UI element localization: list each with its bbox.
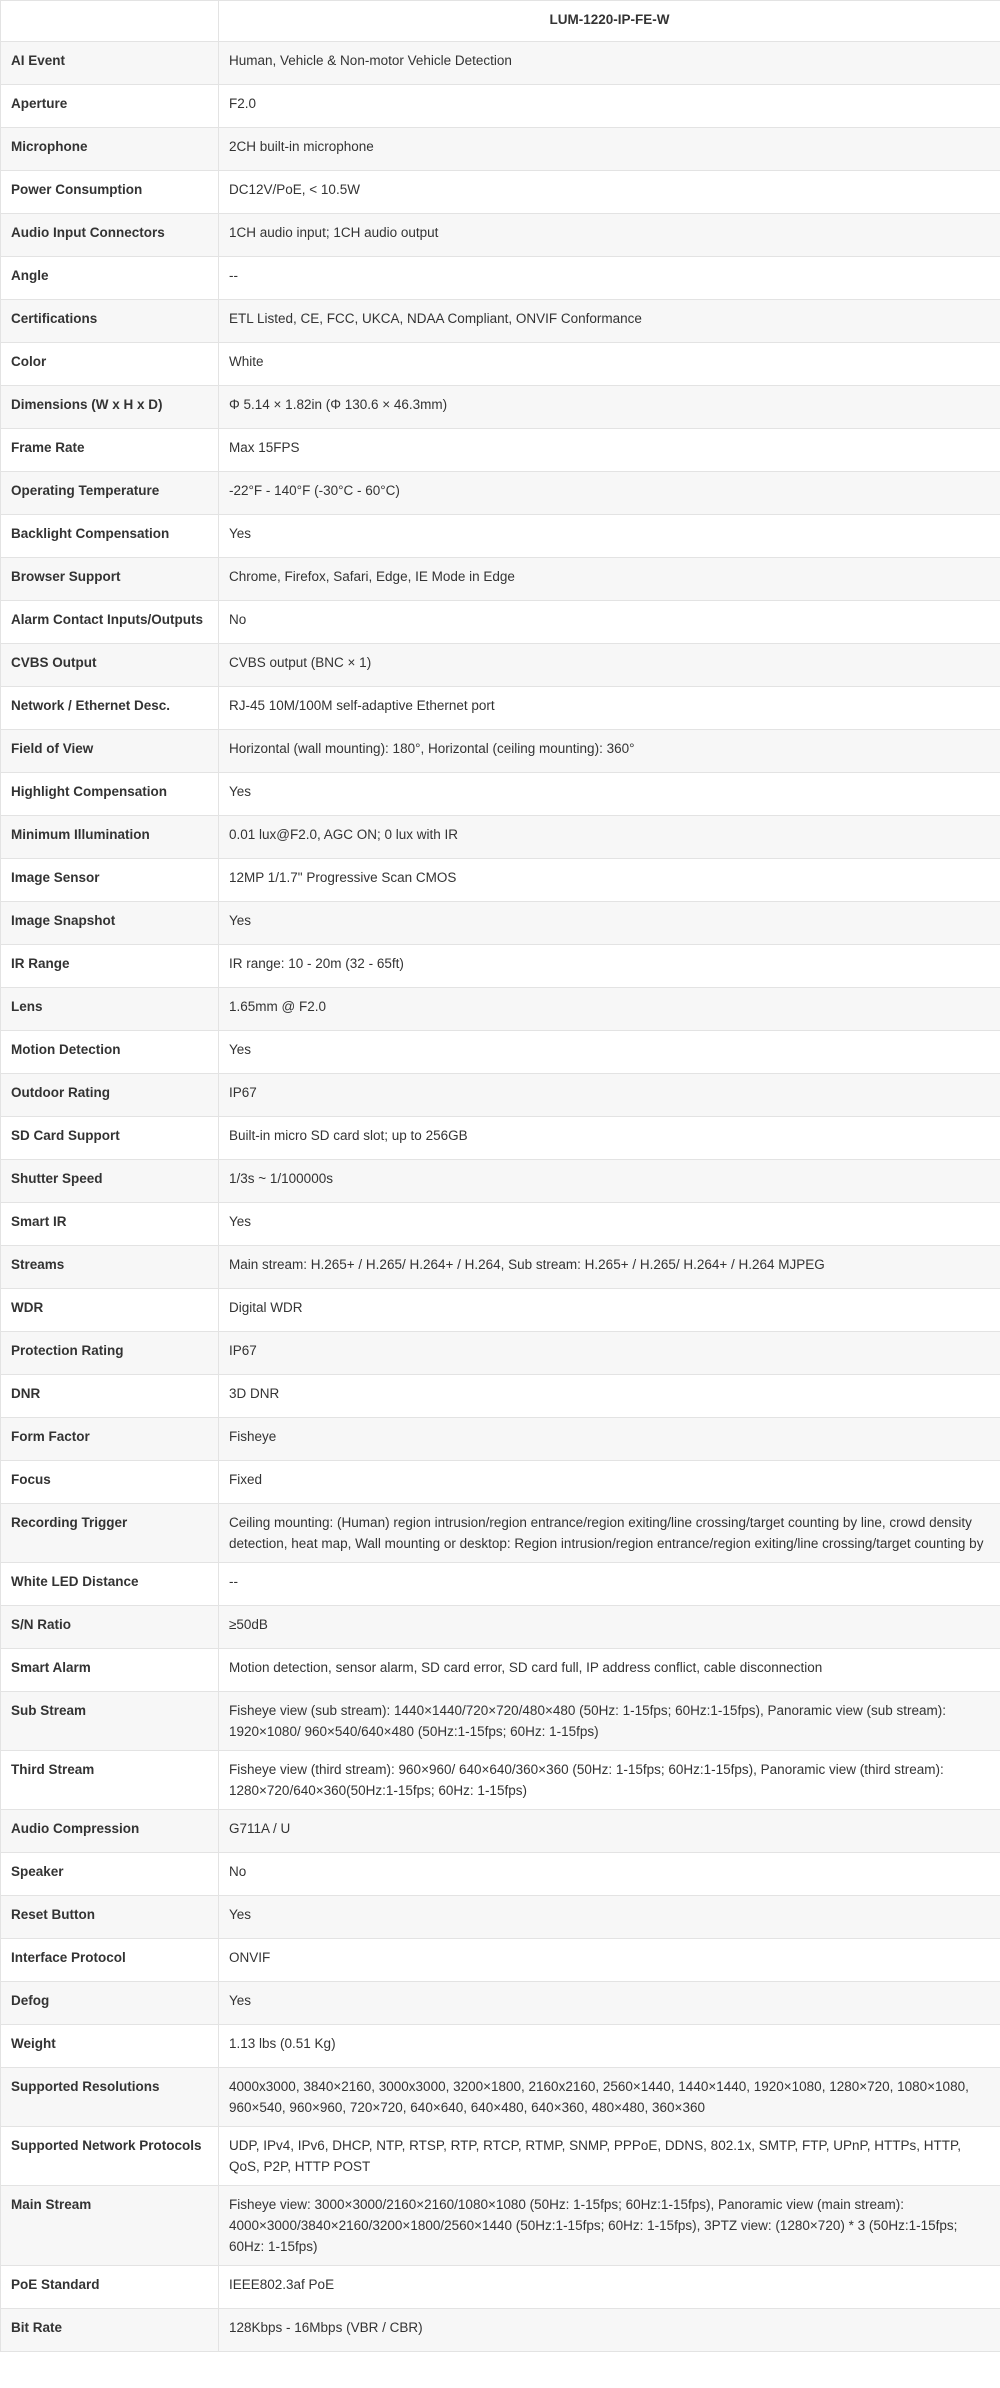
header-row (1, 1, 1000, 42)
spec-label: Streams (1, 1246, 219, 1289)
spec-label: Reset Button (1, 1896, 219, 1939)
spec-label: AI Event (1, 42, 219, 85)
spec-row (1, 1504, 1000, 1563)
spec-label: Bit Rate (1, 2309, 219, 2352)
spec-label: SD Card Support (1, 1117, 219, 1160)
spec-row (1, 644, 1000, 687)
spec-value: No (219, 1853, 1000, 1896)
spec-label: Angle (1, 257, 219, 300)
spec-label: CVBS Output (1, 644, 219, 687)
spec-label: Operating Temperature (1, 472, 219, 515)
spec-label: Backlight Compensation (1, 515, 219, 558)
spec-row (1, 945, 1000, 988)
spec-row (1, 859, 1000, 902)
spec-label: Audio Input Connectors (1, 214, 219, 257)
spec-value: 1.13 lbs (0.51 Kg) (219, 2025, 1000, 2068)
spec-label: PoE Standard (1, 2266, 219, 2309)
spec-row (1, 1853, 1000, 1896)
spec-label: Sub Stream (1, 1692, 219, 1751)
spec-value: Max 15FPS (219, 429, 1000, 472)
spec-row (1, 300, 1000, 343)
spec-row (1, 1939, 1000, 1982)
spec-label: WDR (1, 1289, 219, 1332)
spec-value: 4000x3000, 3840×2160, 3000x3000, 3200×1800, 2160x2160, 2560×1440, 1440×1440, 1920×1080, 1280×720, 1080×1080, 960×540, 960×960, 720×720, 640×640, 640×480, 640×360, 480×480, 360×360 (219, 2068, 1000, 2127)
spec-label: Weight (1, 2025, 219, 2068)
spec-value: Digital WDR (219, 1289, 1000, 1332)
spec-value: Ceiling mounting: (Human) region intrusion/region entrance/region exiting/line crossing/target counting by line, crowd density detection, heat map, Wall mounting or desktop: Region intrusion/region entrance/region exiting/line crossing/target counting by (219, 1504, 1000, 1563)
spec-label: Network / Ethernet Desc. (1, 687, 219, 730)
spec-value: IEEE802.3af PoE (219, 2266, 1000, 2309)
spec-value: DC12V/PoE, < 10.5W (219, 171, 1000, 214)
spec-value: Fisheye view (sub stream): 1440×1440/720×720/480×480 (50Hz: 1-15fps; 60Hz:1-15fps), Panoramic view (sub stream): 1920×1080/ 960×540/640×480 (50Hz:1-15fps; 60Hz: 1-15fps) (219, 1692, 1000, 1751)
spec-label: Highlight Compensation (1, 773, 219, 816)
spec-value: Fixed (219, 1461, 1000, 1504)
spec-label: Image Snapshot (1, 902, 219, 945)
spec-label: Recording Trigger (1, 1504, 219, 1563)
spec-row (1, 429, 1000, 472)
spec-row (1, 2266, 1000, 2309)
spec-row (1, 816, 1000, 859)
spec-value: Chrome, Firefox, Safari, Edge, IE Mode in Edge (219, 558, 1000, 601)
spec-value: Yes (219, 1031, 1000, 1074)
spec-label: Audio Compression (1, 1810, 219, 1853)
spec-row (1, 1810, 1000, 1853)
spec-label: Defog (1, 1982, 219, 2025)
spec-label: Supported Resolutions (1, 2068, 219, 2127)
spec-value: 3D DNR (219, 1375, 1000, 1418)
spec-value: Φ 5.14 × 1.82in (Φ 130.6 × 46.3mm) (219, 386, 1000, 429)
spec-value: 1CH audio input; 1CH audio output (219, 214, 1000, 257)
spec-label: Certifications (1, 300, 219, 343)
spec-label: Shutter Speed (1, 1160, 219, 1203)
spec-label: S/N Ratio (1, 1606, 219, 1649)
spec-row (1, 2025, 1000, 2068)
spec-row (1, 171, 1000, 214)
spec-value: ETL Listed, CE, FCC, UKCA, NDAA Compliant, ONVIF Conformance (219, 300, 1000, 343)
spec-value: 128Kbps - 16Mbps (VBR / CBR) (219, 2309, 1000, 2352)
spec-row (1, 2186, 1000, 2266)
spec-row (1, 1649, 1000, 1692)
spec-label: Browser Support (1, 558, 219, 601)
spec-label: Protection Rating (1, 1332, 219, 1375)
spec-value: IR range: 10 - 20m (32 - 65ft) (219, 945, 1000, 988)
spec-value: IP67 (219, 1332, 1000, 1375)
spec-row (1, 386, 1000, 429)
spec-label: Minimum Illumination (1, 816, 219, 859)
spec-row (1, 687, 1000, 730)
spec-row (1, 773, 1000, 816)
spec-value: F2.0 (219, 85, 1000, 128)
spec-row (1, 1563, 1000, 1606)
spec-row (1, 472, 1000, 515)
spec-label: Lens (1, 988, 219, 1031)
spec-row (1, 2127, 1000, 2186)
spec-label: Dimensions (W x H x D) (1, 386, 219, 429)
spec-row (1, 988, 1000, 1031)
spec-value: ONVIF (219, 1939, 1000, 1982)
spec-value: UDP, IPv4, IPv6, DHCP, NTP, RTSP, RTP, RTCP, RTMP, SNMP, PPPoE, DDNS, 802.1x, SMTP, FTP, UPnP, HTTPs, HTTP, QoS, P2P, HTTP POST (219, 2127, 1000, 2186)
spec-label: Smart IR (1, 1203, 219, 1246)
spec-row (1, 1074, 1000, 1117)
spec-row (1, 128, 1000, 171)
spec-row (1, 1246, 1000, 1289)
spec-label: Image Sensor (1, 859, 219, 902)
spec-value: ≥50dB (219, 1606, 1000, 1649)
spec-label: Third Stream (1, 1751, 219, 1810)
spec-row (1, 1203, 1000, 1246)
spec-label: Outdoor Rating (1, 1074, 219, 1117)
spec-row (1, 2068, 1000, 2127)
spec-value: Yes (219, 1982, 1000, 2025)
spec-value: 1/3s ~ 1/100000s (219, 1160, 1000, 1203)
spec-value: Yes (219, 1203, 1000, 1246)
spec-row (1, 1332, 1000, 1375)
spec-value: -- (219, 1563, 1000, 1606)
spec-row (1, 1289, 1000, 1332)
spec-value: 1.65mm @ F2.0 (219, 988, 1000, 1031)
spec-value: -- (219, 257, 1000, 300)
spec-label: Supported Network Protocols (1, 2127, 219, 2186)
spec-row (1, 1461, 1000, 1504)
spec-row (1, 902, 1000, 945)
spec-value: Horizontal (wall mounting): 180°, Horizontal (ceiling mounting): 360° (219, 730, 1000, 773)
spec-value: 12MP 1/1.7" Progressive Scan CMOS (219, 859, 1000, 902)
spec-label: Focus (1, 1461, 219, 1504)
spec-value: G711A / U (219, 1810, 1000, 1853)
spec-row (1, 1982, 1000, 2025)
spec-row (1, 1751, 1000, 1810)
spec-label: White LED Distance (1, 1563, 219, 1606)
spec-label: Aperture (1, 85, 219, 128)
spec-row (1, 85, 1000, 128)
spec-value: Fisheye view: 3000×3000/2160×2160/1080×1080 (50Hz: 1-15fps; 60Hz:1-15fps), Panoramic view (main stream): 4000×3000/3840×2160/3200×1800/2560×1440 (50Hz:1-15fps; 60Hz: 1-15fps), 3PTZ view: (1280×720) * 3 (50Hz:1-15fps; 60Hz: 1-15fps) (219, 2186, 1000, 2266)
spec-value: Yes (219, 1896, 1000, 1939)
spec-row (1, 1031, 1000, 1074)
spec-value: Fisheye view (third stream): 960×960/ 640×640/360×360 (50Hz: 1-15fps; 60Hz:1-15fps), Panoramic view (third stream): 1280×720/640×360(50Hz:1-15fps; 60Hz: 1-15fps) (219, 1751, 1000, 1810)
spec-value: Yes (219, 773, 1000, 816)
spec-row (1, 343, 1000, 386)
spec-label: Smart Alarm (1, 1649, 219, 1692)
spec-label: Power Consumption (1, 171, 219, 214)
spec-label: DNR (1, 1375, 219, 1418)
spec-table-body (1, 42, 1000, 2352)
spec-table-header (1, 1, 1000, 42)
spec-row (1, 257, 1000, 300)
spec-label: Motion Detection (1, 1031, 219, 1074)
spec-row (1, 1896, 1000, 1939)
spec-value: Main stream: H.265+ / H.265/ H.264+ / H.264, Sub stream: H.265+ / H.265/ H.264+ / H.264 MJPEG (219, 1246, 1000, 1289)
spec-label: Frame Rate (1, 429, 219, 472)
spec-label: IR Range (1, 945, 219, 988)
spec-value: Human, Vehicle & Non-motor Vehicle Detection (219, 42, 1000, 85)
spec-row (1, 730, 1000, 773)
spec-row (1, 1692, 1000, 1751)
spec-row (1, 558, 1000, 601)
spec-value: No (219, 601, 1000, 644)
spec-row (1, 1117, 1000, 1160)
spec-label: Form Factor (1, 1418, 219, 1461)
spec-label: Main Stream (1, 2186, 219, 2266)
spec-label: Microphone (1, 128, 219, 171)
spec-row (1, 214, 1000, 257)
spec-value: 0.01 lux@F2.0, AGC ON; 0 lux with IR (219, 816, 1000, 859)
spec-label: Field of View (1, 730, 219, 773)
spec-row (1, 2309, 1000, 2352)
spec-value: Motion detection, sensor alarm, SD card error, SD card full, IP address conflict, cable disconnection (219, 1649, 1000, 1692)
spec-value: 2CH built-in microphone (219, 128, 1000, 171)
spec-row (1, 515, 1000, 558)
spec-label: Color (1, 343, 219, 386)
spec-value: IP67 (219, 1074, 1000, 1117)
spec-label: Speaker (1, 1853, 219, 1896)
spec-value: Yes (219, 902, 1000, 945)
spec-label: Interface Protocol (1, 1939, 219, 1982)
spec-value: RJ-45 10M/100M self-adaptive Ethernet port (219, 687, 1000, 730)
spec-value: -22°F - 140°F (-30°C - 60°C) (219, 472, 1000, 515)
spec-row (1, 1160, 1000, 1203)
model-name-header: LUM-1220-IP-FE-W (219, 1, 1000, 42)
spec-label: Alarm Contact Inputs/Outputs (1, 601, 219, 644)
spec-value: Fisheye (219, 1418, 1000, 1461)
spec-row (1, 601, 1000, 644)
spec-value: Yes (219, 515, 1000, 558)
spec-value: CVBS output (BNC × 1) (219, 644, 1000, 687)
spec-value: Built-in micro SD card slot; up to 256GB (219, 1117, 1000, 1160)
header-corner-cell (1, 1, 219, 42)
spec-value: White (219, 343, 1000, 386)
spec-row (1, 1606, 1000, 1649)
spec-row (1, 1375, 1000, 1418)
spec-row (1, 42, 1000, 85)
spec-row (1, 1418, 1000, 1461)
